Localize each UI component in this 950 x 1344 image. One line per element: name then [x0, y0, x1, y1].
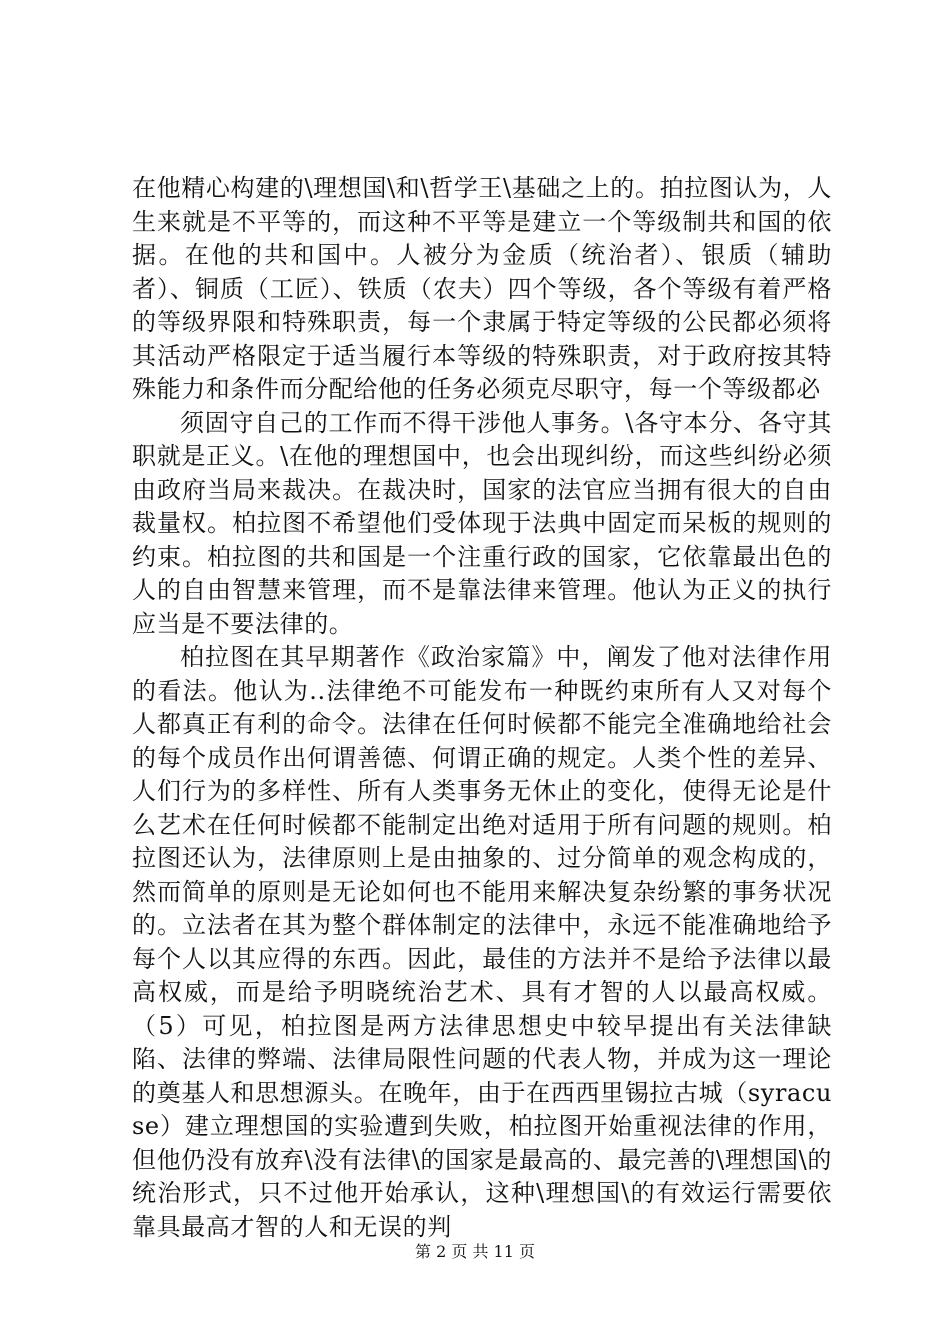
page-number-footer: 第 2 页 共 11 页 [415, 1242, 535, 1261]
paragraph-2: 须固守自己的工作而不得干涉他人事务。\各守本分、各守其职就是正义。\在他的理想国中，也会出现纠纷，而这些纠纷必须由政府当局来裁决。在裁决时，国家的法官应当拥有很大的自由裁量权。柏拉图不希望他们受体现于法典中固定而呆板的规则的约束。柏拉图的共和国是一个注重行政的国家，它依靠最出色的人的自由智慧来管理，而不是靠法律来管理。他认为正义的执行应当是不要法律的。 [132, 408, 832, 638]
document-body [132, 172, 832, 1244]
paragraph-1: 在他精心构建的\理想国\和\哲学王\基础之上的。拍拉图认为，人生来就是不平等的，而这种不平等是建立一个等级制共和国的依据。在他的共和国中。人被分为金质（统治者）、银质（辅助者）、铜质（工匠）、铁质（农夫）四个等级，各个等级有着严格的等级界限和特殊职责，每一个隶属于特定等级的公民都必须将其活动严格限定于适当履行本等级的特殊职责，对于政府按其特殊能力和条件而分配给他的任务必须克尽职守，每一个等级都必 [132, 174, 832, 403]
paragraph-3: 柏拉图在其早期著作《政治家篇》中，阐发了他对法律作用的看法。他认为..法律绝不可能发布一种既约束所有人又对每个人都真正有利的命令。法律在任何时候都不能完全准确地给社会的每个成员作出何谓善德、何谓正确的规定。人类个性的差异、人们行为的多样性、所有人类事务无休止的变化，使得无论是什么艺术在任何时候都不能制定出绝对适用于所有问题的规则。柏拉图还认为，法律原则上是由抽象的、过分简单的观念构成的，然而简单的原则是无论如何也不能用来解决复杂纷繁的事务状况的。立法者在其为整个群体制定的法律中，永远不能准确地给予每个人以其应得的东西。因此，最佳的方法并不是给予法律以最高权威，而是给予明晓统治艺术、具有才智的人以最高权威。（5）可见，柏拉图是两方法律思想史中较早提出有关法律缺陷、法律的弊端、法律局限性问题的代表人物，并成为这一理论的奠基人和思想源头。在晚年，由于在西西里锡拉古城（syracuse）建立理想国的实验遭到失败，柏拉图开始重视法律的作用，但他仍没有放弃\没有法律\的国家是最高的、最完善的\理想国\的统治形式，只不过他开始承认，这种\理想国\的有效运行需要依靠具最高才智的人和无误的判 [132, 643, 832, 1241]
